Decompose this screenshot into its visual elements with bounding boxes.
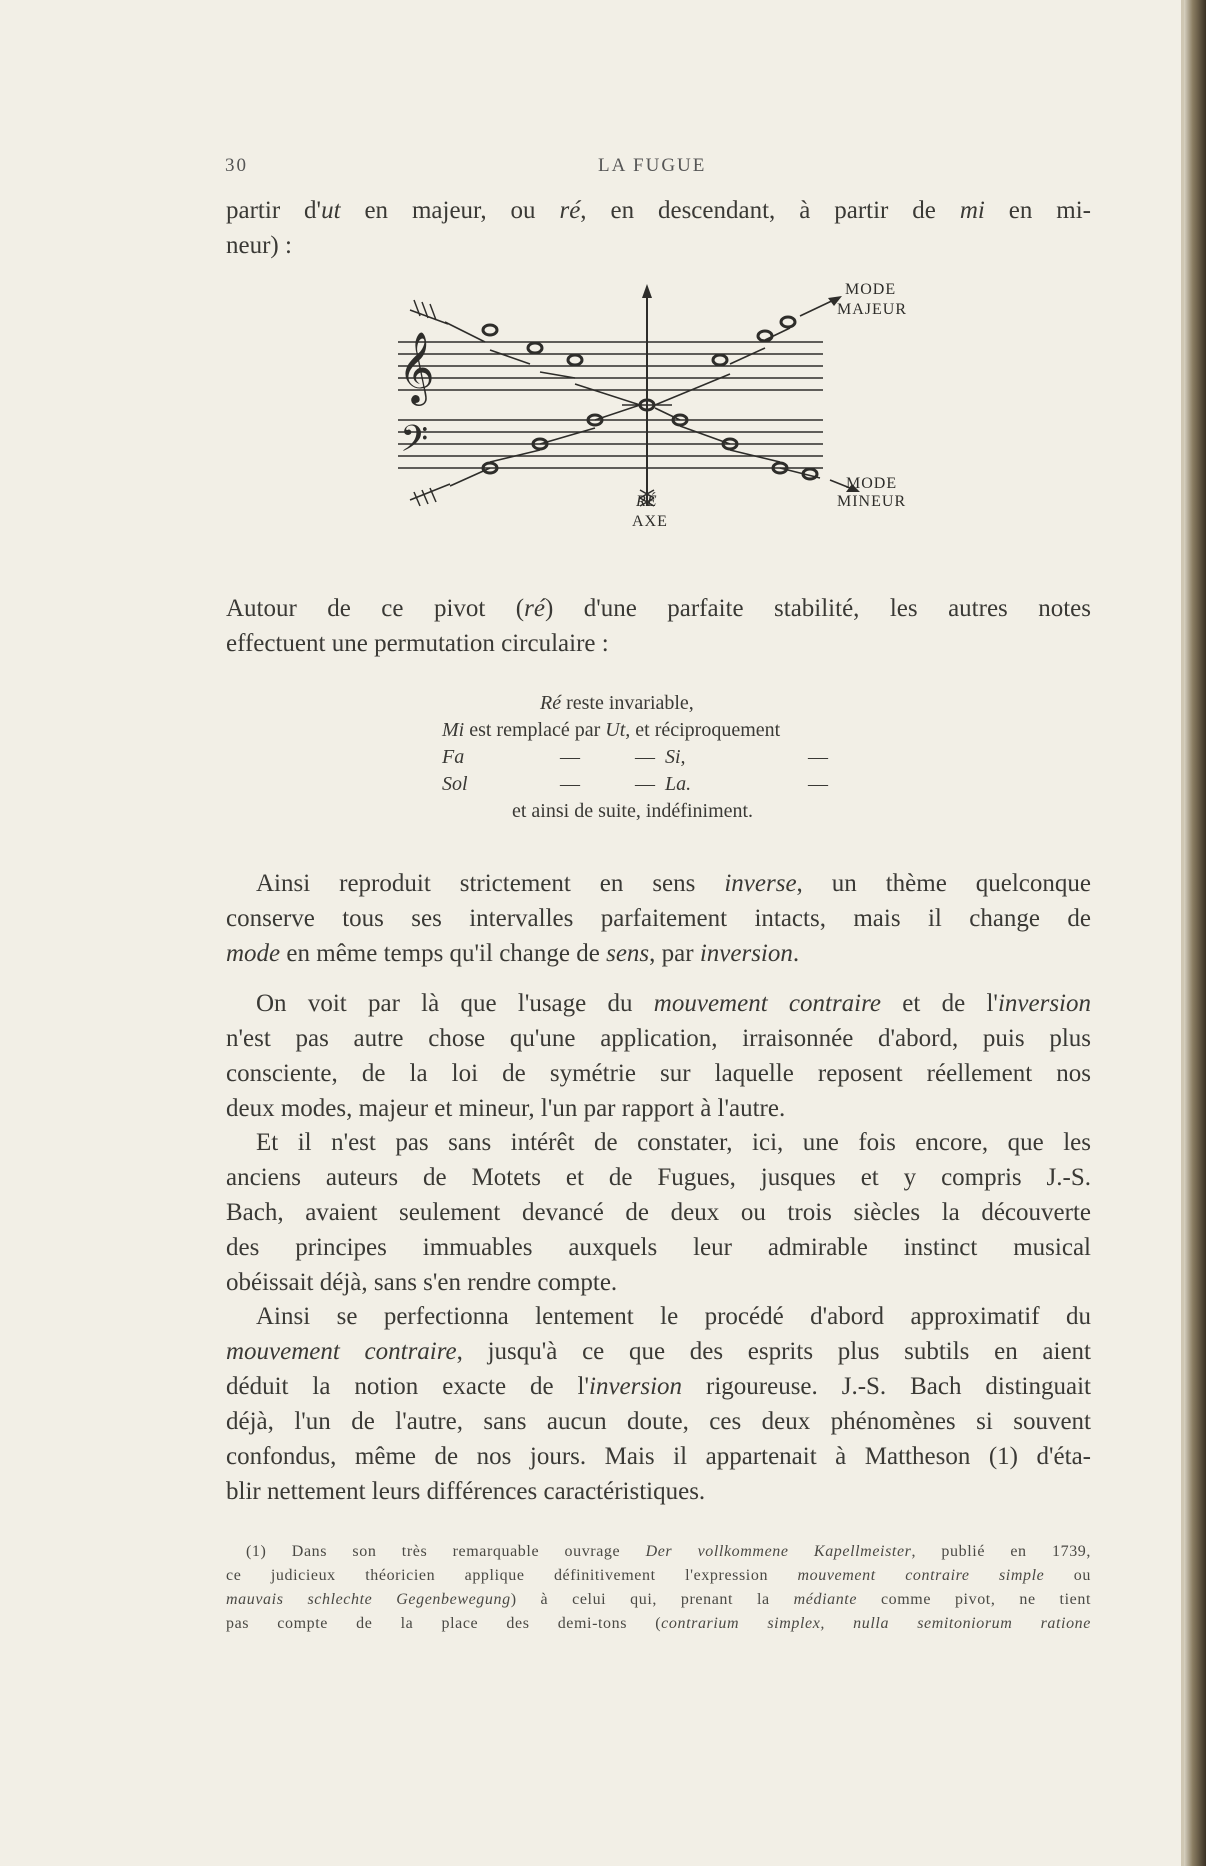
mode-majeur-label-1: MODE <box>845 281 897 298</box>
mode-majeur-label-2: MAJEUR <box>837 301 908 318</box>
text-line: consciente, de la loi de symétrie sur laquelle reposent réellement nos <box>226 1060 1091 1087</box>
running-head <box>0 155 1206 185</box>
text-line: déduit la notion exacte de l'inversion rigoureuse. J.-S. Bach distinguait <box>226 1373 1091 1400</box>
mode-mineur-label-1: MODE <box>846 475 898 492</box>
footnote-line: mauvais schlechte Gegenbewegung) à celui qui, prenant la médiante comme pivot, ne tient <box>226 1591 1091 1608</box>
text-line: obéissait déjà, sans s'en rendre compte. <box>226 1269 618 1296</box>
book-spine-edge <box>1184 0 1206 1866</box>
footnote-line: pas compte de la place des demi-tons (contrarium simplex, nulla semitoniorum ratione <box>226 1615 1091 1632</box>
text-line: Ainsi reproduit strictement en sens inverse, un thème quelconque <box>256 870 1091 897</box>
list-item: Ré reste invariable, <box>540 692 694 714</box>
mode-mineur-label-2: MINEUR <box>837 493 907 510</box>
axis-note-label: RÉ <box>636 493 658 510</box>
text-line: neur) : <box>226 232 292 259</box>
text-line: Autour de ce pivot (ré) d'une parfaite stabilité, les autres notes <box>226 595 1091 622</box>
text-line: deux modes, majeur et mineur, l'un par rapport à l'autre. <box>226 1095 786 1122</box>
list-item: Mi est remplacé par Ut, et réciproquement <box>442 719 781 741</box>
paragraph-ainsi-reproduit <box>226 866 1091 971</box>
text-line: Bach, avaient seulement devancé de deux ou trois siècles la découverte <box>226 1199 1091 1226</box>
text-line: confondus, même de nos jours. Mais il appartenait à Mattheson (1) d'éta- <box>226 1443 1091 1470</box>
symmetry-staff-diagram <box>390 278 930 538</box>
bass-clef-icon: 𝄢 <box>400 418 429 469</box>
paragraph-et-il <box>226 1125 1091 1300</box>
paragraph-ainsi-se-perfectionna <box>226 1299 1091 1509</box>
list-item: Sol — — La. — <box>442 773 828 795</box>
list-item: et ainsi de suite, indéfiniment. <box>512 800 754 822</box>
text-line: mode en même temps qu'il change de sens, par inversion. <box>226 940 800 967</box>
axis-label: AXE <box>632 513 668 530</box>
text-line: n'est pas autre chose qu'une application, irraisonnée d'abord, puis plus <box>226 1025 1091 1052</box>
text-line: effectuent une permutation circulaire : <box>226 630 609 657</box>
footnote-line: (1) Dans son très remarquable ouvrage Der vollkommene Kapellmeister, publié en 1739, <box>246 1543 1091 1560</box>
footnote <box>226 1540 1091 1636</box>
text-line: blir nettement leurs différences caractéristiques. <box>226 1478 706 1505</box>
running-title: LA FUGUE <box>598 155 707 176</box>
text-line: anciens auteurs de Motets et de Fugues, jusques et y compris J.-S. <box>226 1164 1091 1191</box>
footnote-line: ce judicieux théoricien applique définitivement l'expression mouvement contraire simple ou <box>226 1567 1091 1584</box>
list-item: Fa — — Si, — <box>442 746 828 768</box>
text-line: partir d'ut en majeur, ou ré, en descendant, à partir de mi en mi- <box>226 197 1091 224</box>
treble-clef-icon: 𝄞 <box>398 330 435 403</box>
text-line: déjà, l'un de l'autre, sans aucun doute, ces deux phénomènes si souvent <box>226 1408 1091 1435</box>
paragraph-autour <box>226 591 1091 661</box>
text-line: des principes immuables auxquels leur admirable instinct musical <box>226 1234 1091 1261</box>
text-line: Et il n'est pas sans intérêt de constater, ici, une fois encore, que les <box>256 1129 1091 1156</box>
text-line: conserve tous ses intervalles parfaitement intacts, mais il change de <box>226 905 1091 932</box>
text-line: mouvement contraire, jusqu'à ce que des esprits plus subtils en aient <box>226 1338 1091 1365</box>
permutation-list <box>420 690 920 825</box>
text-line: On voit par là que l'usage du mouvement contraire et de l'inversion <box>256 990 1091 1017</box>
text-line: Ainsi se perfectionna lentement le procédé d'abord approximatif du <box>256 1303 1091 1330</box>
page-number: 30 <box>225 155 248 176</box>
paragraph-on-voit <box>226 986 1091 1126</box>
intro-paragraph <box>226 193 1091 263</box>
